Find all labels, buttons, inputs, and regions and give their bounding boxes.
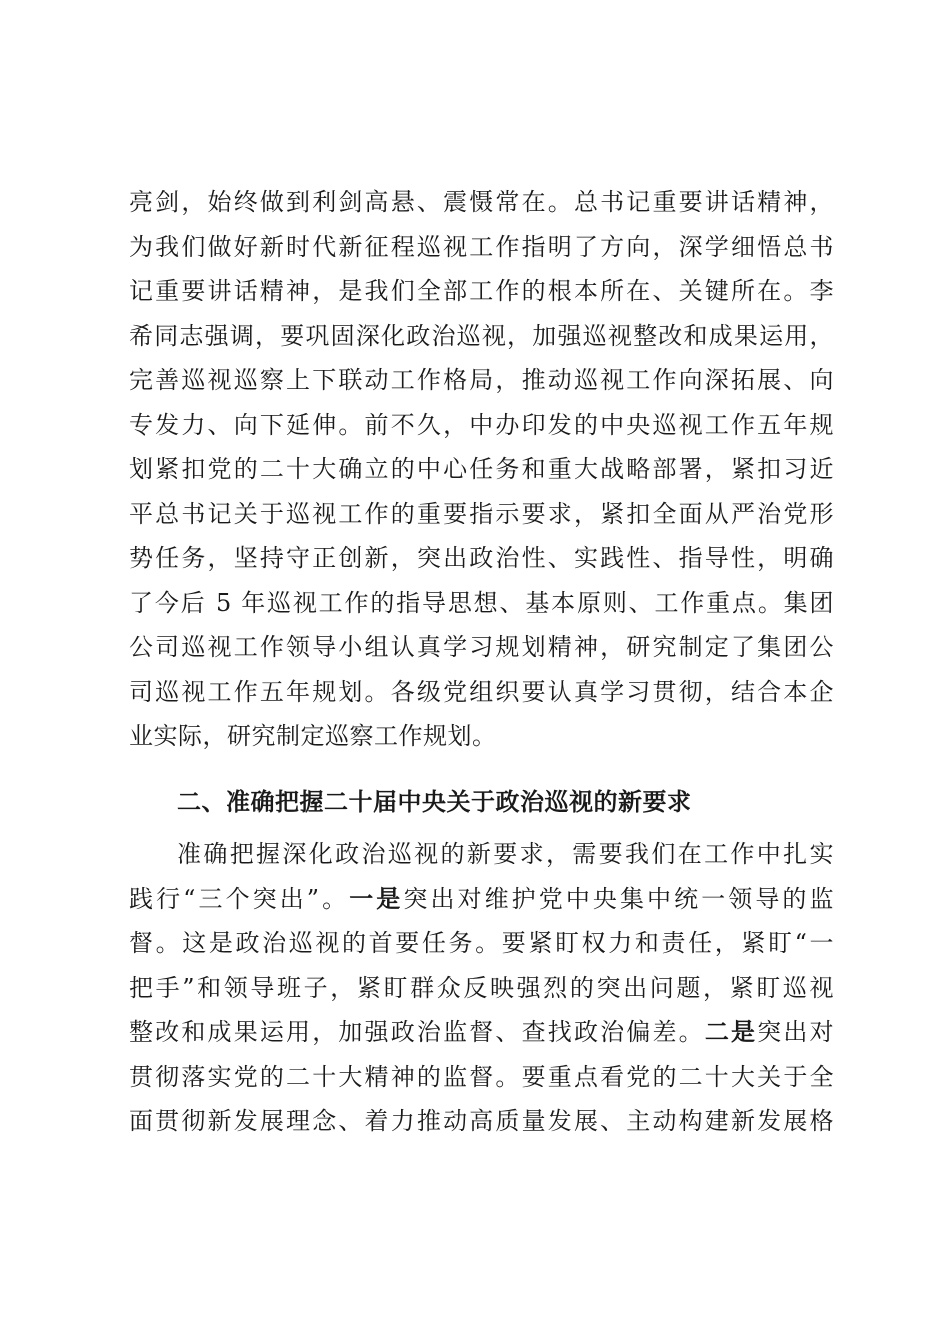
- paragraph-line: 司巡视工作五年规划。各级党组织要认真学习贯彻，结合本企: [129, 677, 834, 706]
- paragraph-line: 专发力、向下延伸。前不久，中办印发的中央巡视工作五年规: [129, 410, 834, 439]
- paragraph-line: [129, 877, 834, 922]
- body-paragraph: [129, 832, 834, 1144]
- line-text: 突出对维护党中央集中统一领导的监: [403, 884, 835, 913]
- section-heading: 二、准确把握二十届中央关于政治巡视的新要求: [177, 787, 692, 816]
- paragraph-line: 平总书记关于巡视工作的重要指示要求，紧扣全面从严治党形: [129, 499, 834, 528]
- body-paragraph: [129, 180, 834, 759]
- paragraph-line: 完善巡视巡察上下联动工作格局，推动巡视工作向深拓展、向: [129, 366, 834, 394]
- paragraph-line: 面贯彻新发展理念、着力推动高质量发展、主动构建新发展格: [129, 1107, 834, 1135]
- paragraph-line: 了今后 5 年巡视工作的指导思想、基本原则、工作重点。集团: [129, 588, 834, 617]
- paragraph-line: 业实际，研究制定巡察工作规划。: [129, 722, 497, 750]
- bold-ordinal: 二是: [704, 1017, 758, 1046]
- line-text: 整改和成果运用，加强政治监督、查找政治偏差。: [129, 1018, 705, 1046]
- paragraph-line: 划紧扣党的二十大确立的中心任务和重大战略部署，紧扣习近: [129, 455, 834, 483]
- paragraph-line: 督。这是政治巡视的首要任务。要紧盯权力和责任，紧盯“一: [129, 929, 834, 957]
- line-text: 突出对: [757, 1018, 835, 1046]
- paragraph-line: 准确把握深化政治巡视的新要求，需要我们在工作中扎实: [177, 840, 834, 868]
- paragraph-line: 势任务，坚持守正创新，突出政治性、实践性、指导性，明确: [129, 544, 834, 572]
- line-text: 践行“三个突出”。: [129, 884, 350, 913]
- bold-ordinal: 一是: [349, 883, 404, 913]
- paragraph-line: 希同志强调，要巩固深化政治巡视，加强巡视整改和成果运用，: [129, 321, 834, 350]
- paragraph-line: 亮剑，始终做到利剑高悬、震慑常在。总书记重要讲话精神，: [129, 188, 834, 216]
- paragraph-line: 把手”和领导班子，紧盯群众反映强烈的突出问题，紧盯巡视: [129, 973, 834, 1002]
- paragraph-line: 为我们做好新时代新征程巡视工作指明了方向，深学细悟总书: [129, 232, 834, 261]
- paragraph-line: 贯彻落实党的二十大精神的监督。要重点看党的二十大关于全: [129, 1062, 834, 1091]
- paragraph-line: [129, 1010, 834, 1055]
- paragraph-line: 公司巡视工作领导小组认真学习规划精神，研究制定了集团公: [129, 633, 834, 661]
- paragraph-line: 记重要讲话精神，是我们全部工作的根本所在、关键所在。李: [129, 277, 834, 305]
